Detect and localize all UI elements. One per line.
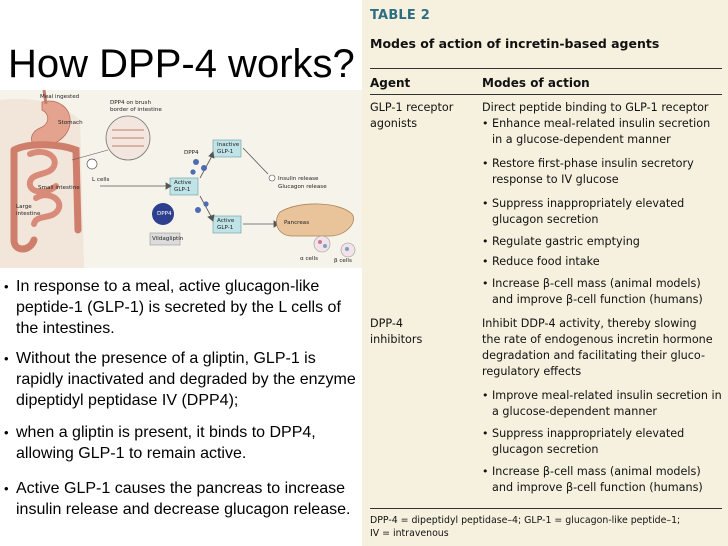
agent-line: DPP-4 xyxy=(370,317,404,330)
bullet-dot: • xyxy=(4,279,9,294)
table-rule-bottom xyxy=(370,508,722,509)
label-inactive-glp1: Inactive GLP-1 xyxy=(217,142,240,155)
table-rule-header xyxy=(370,94,722,95)
mode-item: • Increase β-cell mass (animal models) and improve β-cell function (humans) xyxy=(482,465,703,494)
mode-intro-line: Inhibit DDP-4 activity, thereby slowing xyxy=(482,317,697,330)
footnote-line: DPP-4 = dipeptidyl peptidase–4; GLP-1 = glucagon-like peptide–1; xyxy=(370,515,681,526)
label-large-intestine: Large intestine xyxy=(16,204,41,217)
agent-line: inhibitors xyxy=(370,333,423,346)
mode-item: • Improve meal-related insulin secretion in a glucose-dependent manner xyxy=(482,389,722,418)
label-alpha-cells: α cells xyxy=(300,256,319,262)
incretin-table xyxy=(362,0,728,546)
label-active-glp1-right: Active GLP-1 xyxy=(217,218,235,231)
label-vildagliptin: Vildagliptin xyxy=(152,236,184,242)
label-dpp4-sphere: DPP4 xyxy=(157,211,172,217)
agent-cell xyxy=(370,316,422,348)
agent-line: GLP-1 receptor xyxy=(370,101,454,114)
label-pancreas: Pancreas xyxy=(284,220,310,226)
label-l-cells: L cells xyxy=(92,177,110,183)
bullet-dot: • xyxy=(4,481,9,496)
col-header-modes: Modes of action xyxy=(482,76,590,90)
bullet-dot: • xyxy=(4,425,9,440)
mode-item: • Enhance meal-related insulin secretion in a glucose-dependent manner xyxy=(482,117,711,146)
agent-line: agonists xyxy=(370,117,418,130)
bullet-item xyxy=(0,422,362,464)
label-beta-cells: β cells xyxy=(334,258,352,264)
table-title: Modes of action of incretin-based agents xyxy=(370,36,660,51)
dpp4-mechanism-diagram xyxy=(0,90,362,268)
label-dpp4-top: DPP4 xyxy=(184,150,199,156)
mode-item: • Suppress inappropriately elevated glucagon secretion xyxy=(482,427,685,456)
label-meal-ingested: Meal ingested xyxy=(40,94,80,100)
mode-intro-line: degradation and facilitating their gluco- xyxy=(482,349,706,362)
mode-item: • Increase β-cell mass (animal models) and improve β-cell function (humans) xyxy=(482,277,703,306)
label-active-glp1-left: Active GLP-1 xyxy=(174,180,192,193)
col-header-agent: Agent xyxy=(370,76,411,90)
label-insulin-release: Insulin release xyxy=(278,176,319,182)
bullet-item xyxy=(0,276,362,339)
mode-intro-line: regulatory effects xyxy=(482,365,582,378)
label-dpp4-brush-border: DPP4 on brush border of intestine xyxy=(110,100,162,113)
footnote-line: IV = intravenous xyxy=(370,528,449,539)
mode-intro-line: the rate of endogenous incretin hormone xyxy=(482,333,713,346)
mode-item: • Reduce food intake xyxy=(482,255,600,268)
label-glucagon-release: Glucagon release xyxy=(278,184,327,190)
bullet-item xyxy=(0,478,362,520)
table-rule-top xyxy=(370,68,722,69)
mode-intro-line: Direct peptide binding to GLP-1 receptor xyxy=(482,101,709,114)
table-footnote xyxy=(370,514,722,540)
mode-item: • Suppress inappropriately elevated glucagon secretion xyxy=(482,197,685,226)
table-label: TABLE 2 xyxy=(370,8,430,23)
agent-cell xyxy=(370,100,453,132)
bullet-text: Active GLP-1 causes the pancreas to increase insulin release and decrease glucagon release. xyxy=(16,480,351,518)
bullet-text: In response to a meal, active glucagon-like peptide-1 (GLP-1) is secreted by the L cells of the intestines. xyxy=(16,278,341,337)
label-stomach: Stomach xyxy=(58,120,83,126)
mode-item: • Restore first-phase insulin secretory response to IV glucose xyxy=(482,157,694,186)
label-small-intestine: Small intestine xyxy=(38,185,80,191)
bullet-text: when a gliptin is present, it binds to DPP4, allowing GLP-1 to remain active. xyxy=(16,424,316,462)
bullet-dot: • xyxy=(4,351,9,366)
mode-intro xyxy=(482,100,709,116)
bullet-text: Without the presence of a gliptin, GLP-1 is rapidly inactivated and degraded by the enzyme dipeptidyl peptidase IV (DPP4); xyxy=(16,350,356,409)
bullet-item xyxy=(0,348,362,411)
mode-intro xyxy=(482,316,713,380)
slide-title: How DPP-4 works? xyxy=(8,42,355,86)
mode-item: • Regulate gastric emptying xyxy=(482,235,640,248)
